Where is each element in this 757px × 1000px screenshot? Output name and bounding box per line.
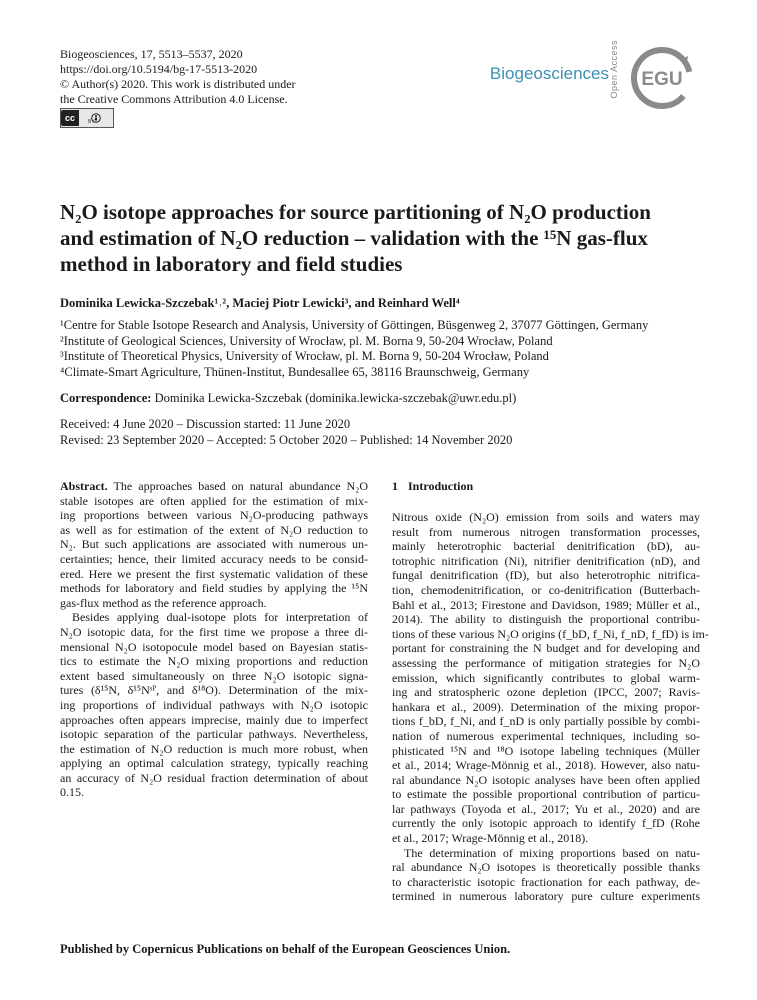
intro-line: 2014). The ability to distinguish the proportional contribu- bbox=[392, 612, 700, 627]
intro-line: et al., 2014; Wrage-Mönnig et al., 2018). However, also natu- bbox=[392, 758, 700, 773]
abstract-line: stable isotopes are often applied for the estimation of mix- bbox=[60, 493, 368, 508]
section-title: Introduction bbox=[408, 479, 474, 493]
intro-line: Nitrous oxide (N₂O) emission from soils and waters may bbox=[392, 510, 700, 524]
correspondence-email[interactable]: Dominika Lewicka-Szczebak (dominika.lewicka-szczebak@uwr.edu.pl) bbox=[154, 391, 517, 405]
intro-line: phisticated ¹⁵N and ¹⁸O isotope labeling techniques (Müller bbox=[392, 743, 700, 758]
abstract-line: gas-flux method as the reference approach. bbox=[60, 595, 267, 610]
egu-logo-text: EGU bbox=[641, 69, 683, 90]
abstract-line: isotopic separation of the particular pathways. Nevertheless, bbox=[60, 727, 368, 742]
affiliation: ²Institute of Geological Sciences, University of Wrocław, pl. M. Borna 9, 50-204 Wrocław, Poland bbox=[60, 333, 553, 348]
affiliation: ³Institute of Theoretical Physics, University of Wrocław, pl. M. Borna 9, 50-204 Wrocław, Poland bbox=[60, 349, 549, 363]
open-access-label: Open Access bbox=[609, 40, 619, 99]
title-line: and estimation of N₂O reduction – validation with the ¹⁵N gas-flux bbox=[60, 226, 648, 250]
intro-line: ing and stratospheric ozone depletion (IPCC, 2007; Ravis- bbox=[392, 685, 700, 700]
title-line: N₂O isotope approaches for source partitioning of N₂O production bbox=[60, 200, 651, 224]
intro-line: ral abundance N₂O isotopes is theoretically possible thanks bbox=[392, 860, 700, 875]
intro-line: et al., 2017; Wrage-Mönnig et al., 2018). bbox=[392, 831, 589, 846]
intro-line: termined in numerous laboratory pure culture experiments bbox=[392, 889, 700, 904]
intro-line: tion, chemodenitrification, or co-denitrification (Butterbach- bbox=[392, 582, 700, 597]
license-line: the Creative Commons Attribution 4.0 License. bbox=[60, 92, 288, 106]
affiliation: ¹Centre for Stable Isotope Research and Analysis, University of Göttingen, Büsgenweg 2, 37077 Göttingen, Germany bbox=[60, 318, 649, 332]
by-label: BY bbox=[88, 119, 95, 125]
citation-line: Biogeosciences, 17, 5513–5537, 2020 bbox=[60, 47, 243, 61]
intro-line: hankara et al., 2009). Determination of the mixing propor- bbox=[392, 699, 700, 714]
abstract-line: extent based simultaneously on three N₂O isotopic signa- bbox=[60, 668, 368, 683]
abstract-line: as well as for estimation of the extent of N₂O reduction to bbox=[60, 522, 368, 537]
intro-line: tions f_bD, f_Ni, and f_nD is only partially possible by combi- bbox=[392, 714, 700, 729]
cc-icon: cc bbox=[61, 110, 79, 126]
cc-by-license-badge[interactable] bbox=[60, 108, 114, 128]
affiliations bbox=[60, 318, 648, 380]
section-number: 1 bbox=[392, 479, 398, 493]
abstract-line: tures (δ¹⁵N, δ¹⁵Nˢᴾ, and δ¹⁸O). Determination of the mix- bbox=[60, 683, 368, 698]
journal-citation-block bbox=[60, 47, 296, 107]
date-line: Received: 4 June 2020 – Discussion started: 11 June 2020 bbox=[60, 417, 351, 431]
date-line: Revised: 23 September 2020 – Accepted: 5 October 2020 – Published: 14 November 2020 bbox=[60, 432, 513, 447]
intro-line: The determination of mixing proportions based on natu- bbox=[404, 845, 700, 860]
correspondence bbox=[60, 391, 516, 406]
intro-line: result from numerous nitrogen transformation processes, bbox=[392, 524, 700, 539]
journal-name: Biogeosciences bbox=[489, 64, 609, 83]
title-line: method in laboratory and field studies bbox=[60, 252, 403, 276]
intro-line: assessing the performance of mitigation strategies for N₂O bbox=[392, 655, 700, 670]
abstract-line: an accuracy of N₂O residual fraction determination of about bbox=[60, 770, 368, 785]
abstract-line: tics to estimate the N₂O mixing proportions and reduction bbox=[60, 654, 368, 669]
abstract-line: ing proportions of individual pathways with N₂O isotopic bbox=[60, 697, 368, 712]
copyright-line: © Author(s) 2020. This work is distributed under bbox=[60, 77, 296, 91]
section-heading-introduction bbox=[392, 479, 473, 494]
abstract-line: approaches often appears imprecise, mainly due to imperfect bbox=[60, 712, 368, 727]
abstract-line: 0.15. bbox=[60, 785, 84, 800]
abstract-line: ing proportions between various N₂O-producing pathways bbox=[60, 508, 368, 523]
intro-line: to characteristic isotopic fractionation for each pathway, de- bbox=[392, 874, 700, 889]
egu-logo bbox=[622, 38, 702, 118]
abstract-line: mensional N₂O isotopocule model based on Bayesian statis- bbox=[60, 639, 368, 654]
publication-dates bbox=[60, 417, 512, 448]
intro-line: ral abundance N₂O isotopic analyses have been often applied bbox=[392, 772, 700, 787]
abstract-first-line bbox=[60, 479, 368, 494]
intro-line: currently the only isotopic approach to identify f_fD (Rohe bbox=[392, 816, 700, 831]
intro-line: to estimate the possible proportional contribution of particu- bbox=[392, 787, 700, 802]
abstract-line: certainties; hence, their limited accuracy needs to be consid- bbox=[60, 551, 368, 566]
intro-line: fungal denitrification (fD), but also heterotrophic nitrifica- bbox=[392, 568, 700, 583]
abstract-line: N₂O isotopic data, for the first time we propose a three di- bbox=[60, 624, 368, 639]
abstract-line: N₂. But such applications are associated with numerous un- bbox=[60, 537, 368, 552]
paper-title bbox=[60, 199, 710, 277]
abstract-line: applying an optimal calculation strategy, typically reaching bbox=[60, 756, 368, 771]
abstract-label: Abstract. bbox=[60, 479, 108, 493]
intro-line: portant for constraining the N budget and for developing and bbox=[392, 641, 700, 656]
introduction-body bbox=[392, 510, 709, 904]
intro-line: lar pathways (Toyoda et al., 2017; Yu et al., 2020) and are bbox=[392, 801, 700, 816]
abstract-line: methods for laboratory and field studies by applying the ¹⁵N bbox=[60, 581, 368, 596]
intro-line: Bahl et al., 2013; Firestone and Davidson, 1989; Müller et al., bbox=[392, 597, 700, 612]
intro-line: nation of numerous experimental techniques, including so- bbox=[392, 728, 700, 743]
abstract-line: Besides applying dual-isotope plots for interpretation of bbox=[72, 610, 368, 625]
abstract-line: the estimation of N₂O reduction is much more robust, when bbox=[60, 741, 368, 756]
intro-line: totrophic nitrification (Ni), nitrifier denitrification (nD), and bbox=[392, 553, 700, 568]
abstract bbox=[60, 479, 368, 800]
affiliation: ⁴Climate-Smart Agriculture, Thünen-Institut, Bundesallee 65, 38116 Braunschweig, Germany bbox=[60, 364, 530, 379]
correspondence-label: Correspondence: bbox=[60, 391, 152, 405]
author-list: Dominika Lewicka-Szczebak¹˒², Maciej Piotr Lewicki³, and Reinhard Well⁴ bbox=[60, 296, 460, 310]
intro-line: mainly heterotrophic bacterial denitrification (bD), au- bbox=[392, 539, 700, 554]
intro-line: emission, which significantly contributes to global warm- bbox=[392, 670, 700, 685]
publisher-footer: Published by Copernicus Publications on behalf of the European Geosciences Union. bbox=[60, 942, 511, 956]
abstract-text: The approaches based on natural abundance N₂O bbox=[113, 479, 368, 493]
abstract-line: ered. Here we present the first systematic validation of these bbox=[60, 566, 368, 581]
intro-line: tions of these various N₂O origins (f_bD, f_Ni, f_nD, f_fD) is im- bbox=[392, 626, 709, 641]
by-icon bbox=[79, 113, 113, 123]
doi-link[interactable]: https://doi.org/10.5194/bg-17-5513-2020 bbox=[60, 62, 258, 76]
